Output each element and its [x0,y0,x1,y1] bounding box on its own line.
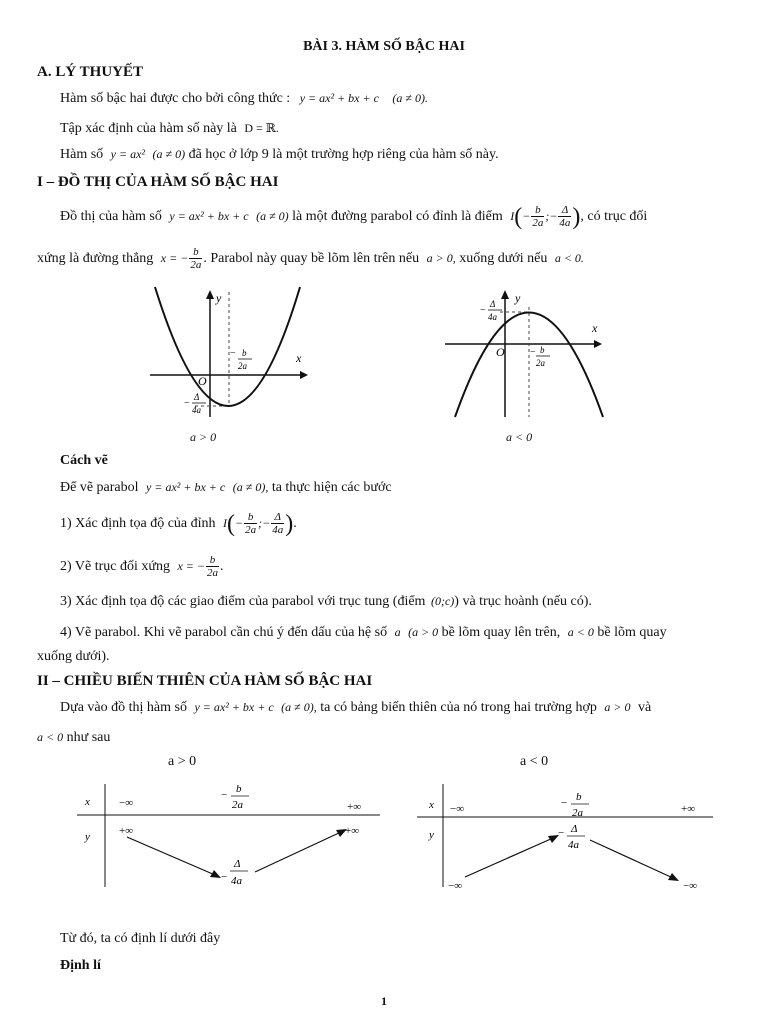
page-title: BÀI 3. HÀM SỐ BẬC HAI [303,39,465,54]
cach-ve-heading: Cách vẽ [60,453,108,468]
frac-den: 2a [238,361,247,371]
x-axis-arrow [300,371,308,379]
section-a-heading: A. LÝ THUYẾT [37,64,143,80]
section-1-heading: I – ĐỒ THỊ CỦA HÀM SỐ BẬC HAI [37,174,279,190]
parabola-curve [155,287,300,406]
y-pos-inf-right: +∞ [345,825,360,837]
x-neg-inf: −∞ [450,803,465,815]
frac-num: b [236,783,242,795]
neg-sign: − [530,347,536,358]
parabola-curve [455,313,603,418]
table-left-title: a > 0 [168,754,197,769]
frac-den: 4a [488,312,497,322]
origin-label: O [198,374,207,388]
x-label: x [296,351,302,365]
variation-table-downward [415,772,720,892]
neg-sign: − [184,398,190,409]
axis-line: xứng là đường thẳng x = − $\frac{b}{2a}$ . Parabol này quay bề lõm lên trên nếu a > 0, xuống dưới nếu a < 0. [37,246,584,272]
frac-num: b [576,791,582,803]
domain-line: Tập xác định của hàm số này là D = ℝ. [60,121,279,136]
special-case-line: Hàm số y = ax² (a ≠ 0) đã học ở lớp 9 là một trường hợp riêng của hàm số này. [60,147,499,162]
step-2: 2) Vẽ trục đối xứng x = − $\frac{b}{2a}$ . [60,554,224,580]
frac-num: Δ [194,392,200,402]
y-axis-arrow [206,290,214,299]
section-2-heading: II – CHIỀU BIẾN THIÊN CỦA HÀM SỐ BẬC HAI [37,673,373,689]
step-4: 4) Vẽ parabol. Khi vẽ parabol cần chú ý đến dấu của hệ số a (a > 0 bề lõm quay lên trên, a < 0 bề lõm quay [60,625,667,640]
vertex-line: Đồ thị của hàm số y = ax² + bx + c (a ≠ 0) là một đường parabol có đỉnh là điểm I(− $\frac{b}{2a}$ ;− $\frac{\Delta}{4a}$ ), có trục đối [60,203,648,230]
y-pos-inf-left: +∞ [119,825,134,837]
frac-num: b [540,345,545,355]
step-1: 1) Xác định tọa độ của đỉnh I(− $\frac{b}{2a}$ ;− $\frac{\Delta}{4a}$ ). [60,510,297,537]
graph-right-caption: a < 0 [506,430,533,444]
frac-den: 4a [568,839,579,851]
x-label: x [592,321,598,335]
frac-num: b [242,348,247,358]
step-3: 3) Xác định tọa độ các giao điểm của parabol với trục tung (điểm (0;c)) và trục hoành (nếu có). [60,594,592,609]
neg-sign: − [221,789,228,801]
frac-den: 2a [572,807,583,819]
graph-upward-parabola [140,282,320,422]
x-pos-inf: +∞ [681,803,696,815]
neg-sign: − [558,827,565,839]
cach-ve-intro: Để vẽ parabol y = ax² + bx + c (a ≠ 0), ta thực hiện các bước [60,480,392,495]
step-4-continued: xuống dưới). [37,649,110,664]
x-pos-inf: +∞ [347,801,362,813]
y-axis-arrow [501,290,509,299]
frac-den: 2a [536,358,545,368]
y-neg-inf-right: −∞ [683,880,698,892]
x-neg-inf: −∞ [119,797,134,809]
frac-num: Δ [490,299,496,309]
decreasing-arrow [127,837,215,875]
frac-den: 4a [192,405,201,415]
variation-intro: Dựa vào đồ thị hàm số y = ax² + bx + c (a ≠ 0), ta có bảng biến thiên của nó trong hai trường hợp a > 0 và [60,700,652,715]
neg-sign: − [230,348,236,359]
x-axis-arrow [594,340,602,348]
decreasing-arrow [590,840,673,878]
variation-intro-continued: a < 0 như sau [37,730,111,745]
increasing-arrow [255,832,341,872]
increasing-arrow [465,838,553,877]
frac-den: 4a [231,875,242,887]
row-y-label: y [429,829,434,841]
row-x-label: x [85,796,90,808]
frac-num: Δ [234,858,241,870]
neg-sign: − [221,871,228,883]
theorem-heading: Định lí [60,958,101,973]
frac-den: 2a [232,799,243,811]
y-neg-inf-left: −∞ [448,880,463,892]
neg-sign: − [561,797,568,809]
origin-label: O [496,345,505,359]
row-x-label: x [429,799,434,811]
y-label: y [515,291,521,305]
variation-table-upward [75,772,385,892]
conclusion-line: Từ đó, ta có định lí dưới đây [60,931,221,946]
page-number: 1 [381,994,387,1008]
neg-sign: − [480,305,486,316]
graph-downward-parabola [440,282,610,422]
table-right-title: a < 0 [520,754,549,769]
row-y-label: y [85,831,90,843]
definition-line: Hàm số bậc hai được cho bởi công thức : y = ax² + bx + c (a ≠ 0). [60,91,428,106]
y-label: y [216,291,222,305]
frac-num: Δ [571,823,578,835]
graph-left-caption: a > 0 [190,430,217,444]
